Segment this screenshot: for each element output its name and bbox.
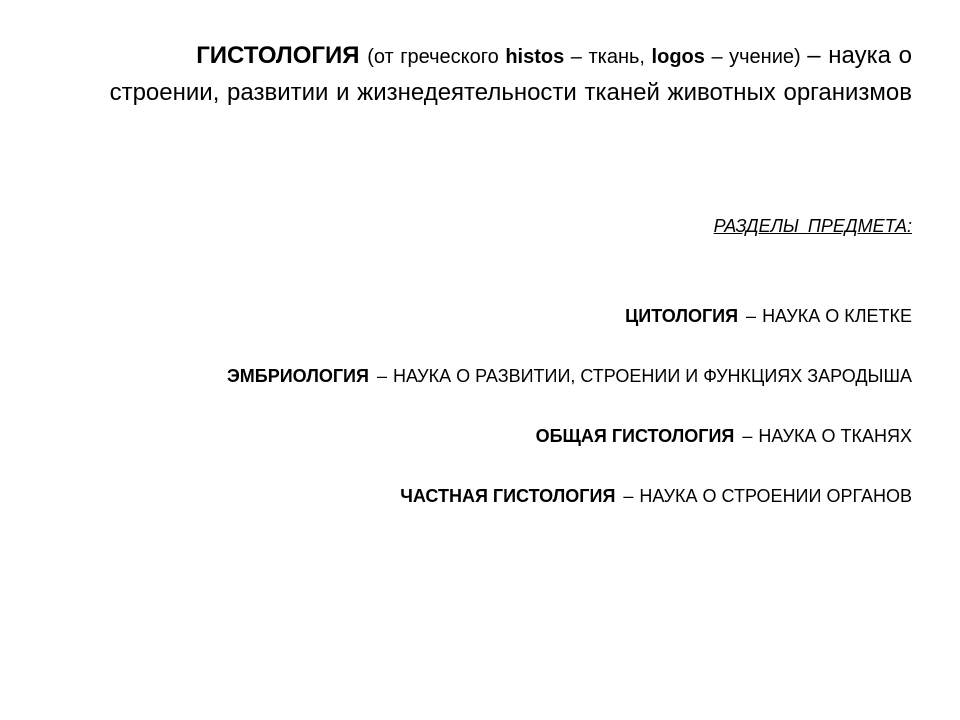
definition-term: ГИСТОЛОГИЯ	[196, 42, 360, 69]
section-name: ЧАСТНАЯ ГИСТОЛОГИЯ	[400, 486, 616, 506]
section-description: НАУКА О КЛЕТКЕ	[762, 306, 912, 326]
section-dash: –	[742, 426, 753, 446]
section-name: ОБЩАЯ ГИСТОЛОГИЯ	[535, 426, 735, 446]
section-item-cytology	[625, 306, 912, 327]
section-description: НАУКА О СТРОЕНИИ ОРГАНОВ	[639, 486, 912, 506]
definition-text: – наука о строении, развитии и жизнедеятельности тканей животных организмов	[109, 42, 912, 106]
etymology-word-histos: histos	[505, 46, 565, 68]
etymology	[367, 46, 807, 68]
etymology-word-logos: logos	[651, 46, 705, 68]
definition-paragraph	[80, 38, 912, 111]
section-item-general-histology	[536, 426, 912, 447]
section-dash: –	[623, 486, 634, 506]
section-name: ЭМБРИОЛОГИЯ	[226, 366, 369, 386]
section-dash: –	[376, 366, 387, 386]
section-description: НАУКА О ТКАНЯХ	[758, 426, 912, 446]
sections-heading: РАЗДЕЛЫ ПРЕДМЕТА:	[713, 216, 912, 236]
section-dash: –	[746, 306, 757, 326]
section-item-special-histology	[400, 486, 912, 507]
section-name: ЦИТОЛОГИЯ	[625, 306, 739, 326]
etymology-gloss-logos: – учение)	[711, 46, 801, 68]
section-item-embryology	[227, 366, 912, 387]
etymology-open: (от греческого	[367, 46, 499, 68]
section-description: НАУКА О РАЗВИТИИ, СТРОЕНИИ И ФУНКЦИЯХ ЗАРОДЫША	[392, 366, 912, 386]
etymology-gloss-histos: – ткань,	[570, 46, 645, 68]
